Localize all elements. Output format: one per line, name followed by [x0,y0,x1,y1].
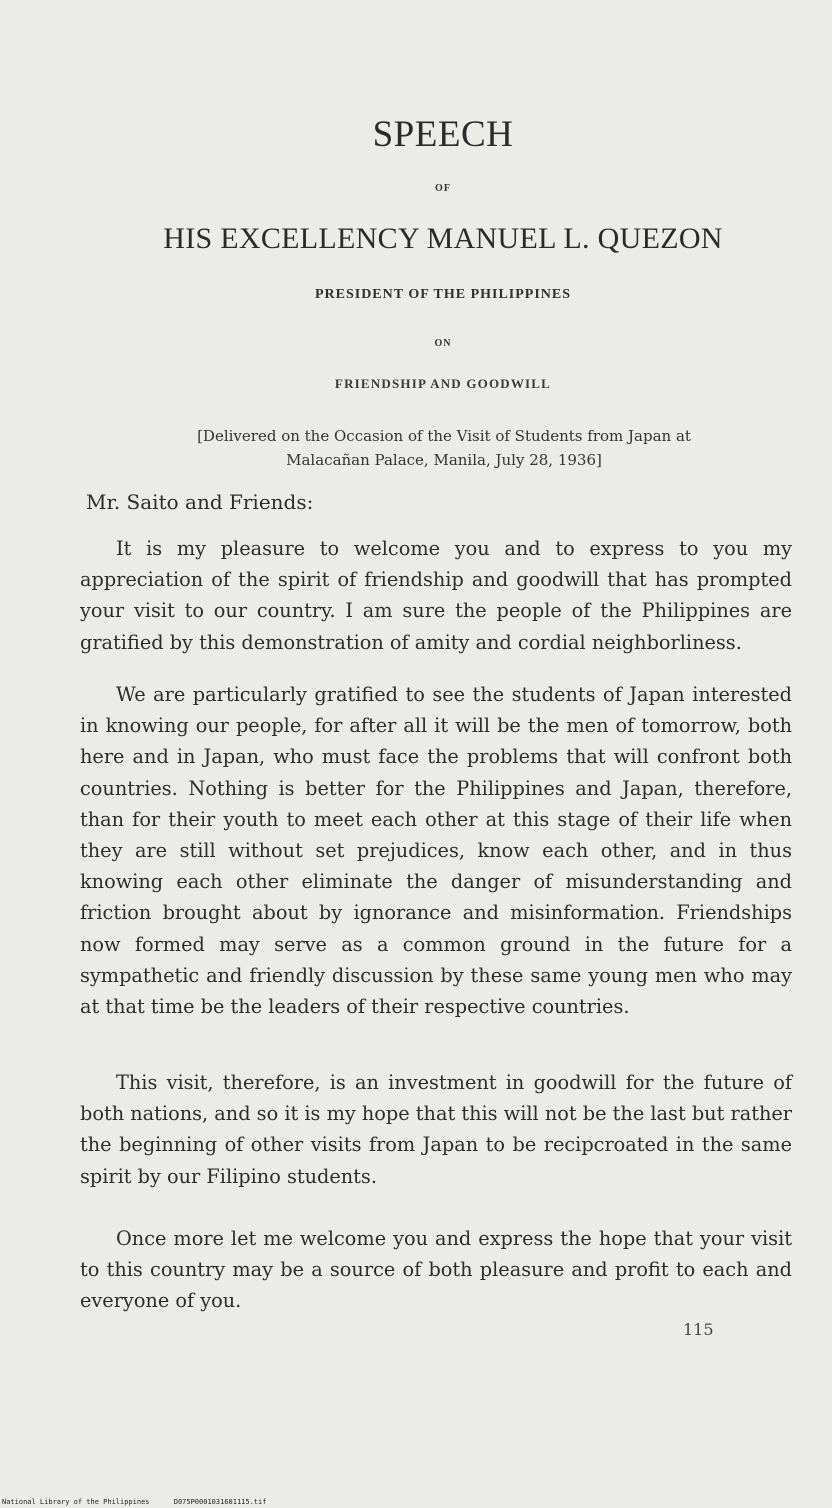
speaker-office: PRESIDENT OF THE PHILIPPINES [314,287,572,302]
speech-subject: FRIENDSHIP AND GOODWILL [334,376,552,391]
speech-title: SPEECH [372,114,514,155]
scan-footer [2,1498,286,1506]
paragraph-text: Once more let me welcome you and express the hope that your visit to this country may be a source of both pleasure and profit to each and everyone of you. [80,1227,792,1313]
speaker-name-text: HIS EXCELLENCY MANUEL L. QUEZON [163,222,723,255]
paragraph-3 [80,1067,792,1192]
occasion-line-1: [Delivered on the Occasion of the Visit of Students from Japan at [197,427,691,445]
page-number: 115 [683,1320,714,1339]
paragraph-text: This visit, therefore, is an investment in goodwill for the future of both nations, and so it is my hope that this will not be the last but rather the beginning of other visits from Japan to be recipcroated in the same spirit by our Filipino students. [80,1071,792,1188]
paragraph-text: It is my pleasure to welcome you and to express to you my appreciation of the spirit of friendship and goodwill that has prompted your visit to our country. I am sure the people of the Philippines are gratified by this demonstration of amity and cordial neighborliness. [80,537,792,654]
library-credit: National Library of the Philippines [2,1498,150,1506]
on-label: ON [434,338,452,349]
file-id: D075P0001031601115.tif [173,1498,267,1506]
occasion-note [88,424,800,472]
occasion-line-2: Malacañan Palace, Manila, July 28, 1936] [286,451,602,469]
paragraph-text: We are particularly gratified to see the students of Japan interested in knowing our people, for after all it will be the men of tomorrow, both here and in Japan, who must face the problems that will confront both countries. Nothing is better for the Philippines and Japan, therefore, than for their youth to meet each other at this stage of their life when they are still without set prejudices, know each other, and in thus knowing each other eliminate the danger of misunderstanding and friction brought about by ignorance and misinformation. Friendships now formed may serve as a common ground in the future for a sympathetic and friendly discussion by these same young men who may at that time be the leaders of their respective countries. [80,683,792,1019]
paragraph-1 [80,533,792,658]
speaker-name [0,222,832,256]
salutation: Mr. Saito and Friends: [86,490,314,514]
paragraph-4 [80,1223,792,1317]
paragraph-2 [80,679,792,1022]
of-label: OF [435,183,451,194]
